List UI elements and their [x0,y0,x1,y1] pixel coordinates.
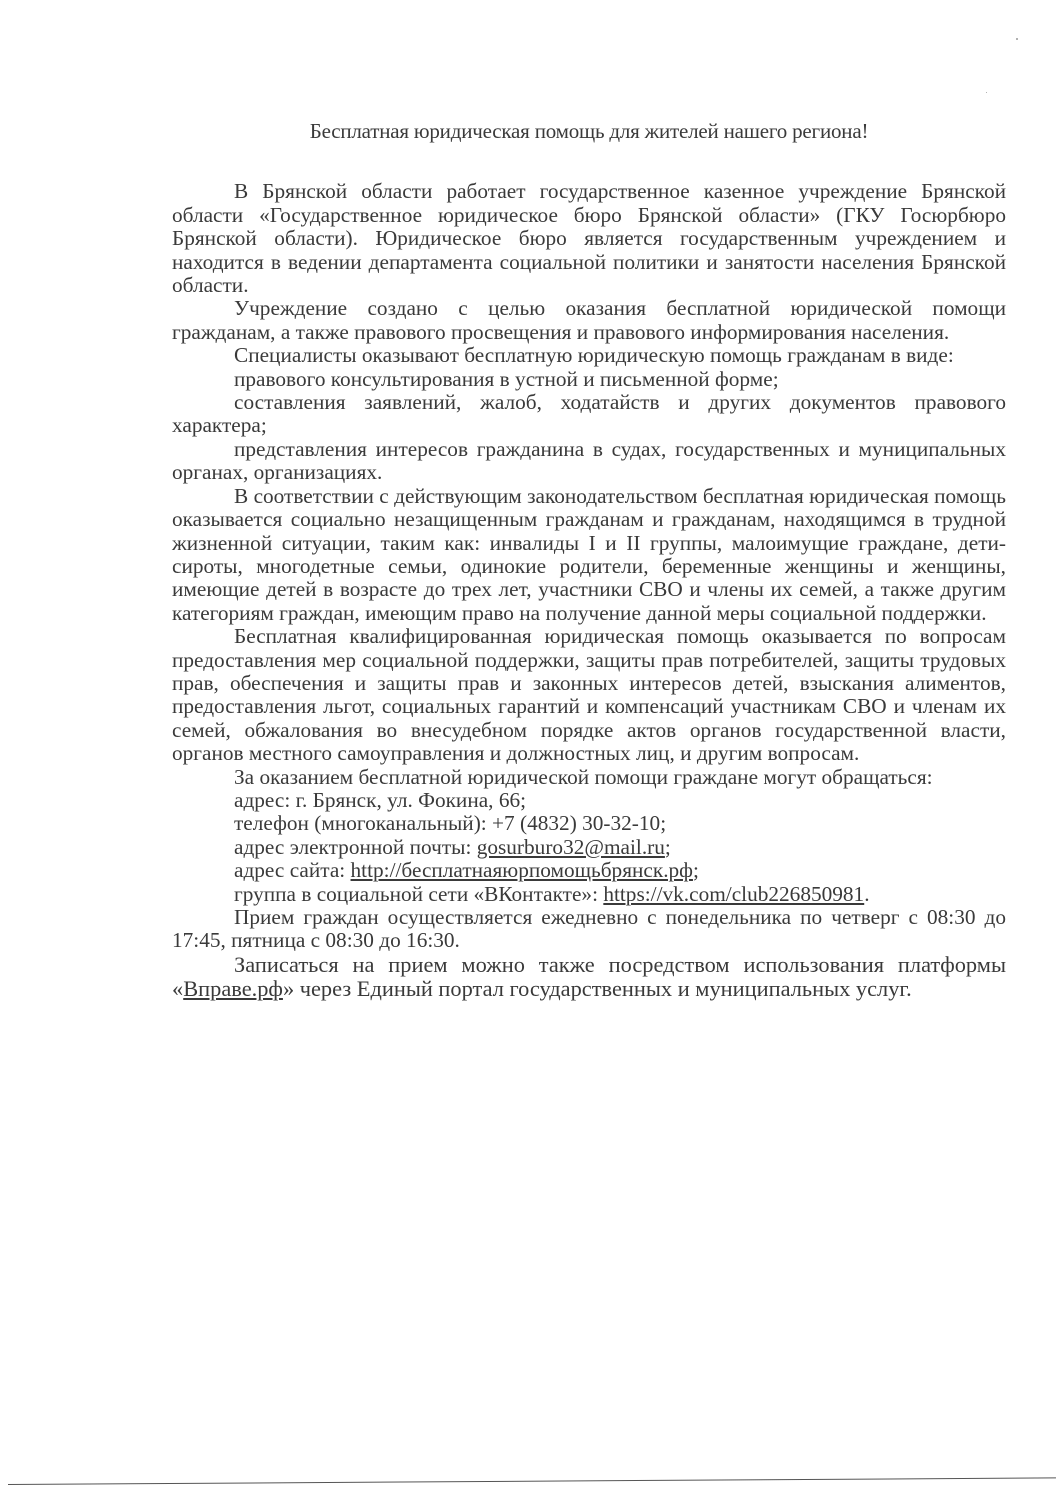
contact-vk [172,883,1006,906]
contact-site-suffix: ; [692,858,699,883]
contact-phone [172,812,1006,835]
contact-email [172,836,1006,859]
paragraph-signup [172,953,1006,1001]
document-page [172,120,1006,1001]
scan-speck [1016,38,1018,40]
vk-link[interactable]: https://vk.com/club226850981 [603,881,865,906]
contact-site-label: адрес сайта: [234,858,351,883]
contact-address [172,789,1006,812]
paragraph-eligibility: В соответствии с действующим законодательством бесплатная юридическая помощь оказывается социально незащищенным гражданам и гражданам, находящимся в трудной жизненной ситуации, таким как: инвалиды I и II группы, малоимущие граждане, дети-сироты, многодетные семьи, одинокие родители, беременные женщины и женщины, имеющие детей в возрасте до трех лет, участники СВО и члены их семей, а также другим категориям граждан, имеющим право на получение данной меры социальной поддержки. [172,483,1006,625]
paragraph-schedule: Прием граждан осуществляется ежедневно с понедельника по четверг с 08:30 до 17:45, пятница с 08:30 до 16:30. [172,905,1006,953]
contact-site [172,859,1006,882]
contact-vk-suffix: . [864,881,870,906]
contact-email-suffix: ; [664,834,671,859]
signup-text-after: » через Единый портал государственных и муниципальных услуг. [282,975,912,1001]
website-link[interactable]: http://бесплатнаяюрпомощьбрянск.рф [350,858,693,883]
service-item: правового консультирования в устной и письменной форме; [234,366,779,391]
email-link[interactable]: gosurburo32@mail.ru [476,834,665,859]
service-item: представления интересов гражданина в судах, государственных и муниципальных органах, организациях. [172,436,1006,485]
contact-address-label: адрес: [234,787,296,812]
scan-speck [986,92,987,93]
document-title: Бесплатная юридическая помощь для жителей нашего региона! [309,119,869,143]
vprave-link[interactable]: Вправе.рф [183,975,283,1001]
contact-vk-label: группа в социальной сети «ВКонтакте»: [234,881,604,906]
signup-text-before: Записаться на прием можно также посредством использования платформы « [172,951,1006,1001]
contact-phone-value: +7 (4832) 30-32-10; [492,811,667,836]
paragraph-topics: Бесплатная квалифицированная юридическая помощь оказывается по вопросам предоставления мер социальной поддержки, защиты прав потребителей, защиты трудовых прав, обеспечения и защиты прав и законных интересов детей, взыскания алиментов, предоставления льгот, социальных гарантий и компенсаций участникам СВО и членам их семей, обжалования во внесудебном порядке актов органов государственной власти, органов местного самоуправления и должностных лиц, и другим вопросам. [172,624,1006,766]
paragraph-intro: В Брянской области работает государственное казенное учреждение Брянской области «Государственное юридическое бюро Брянской области» (ГКУ Госюрбюро Брянской области). Юридическое бюро является государственным учреждением и находится в ведении департамента социальной политики и занятости населения Брянской области. [172,179,1006,298]
service-item: составления заявлений, жалоб, ходатайств и других документов правового характера; [172,390,1006,438]
contact-address-value: г. Брянск, ул. Фокина, 66; [295,787,527,812]
paragraph-services-intro: Специалисты оказывают бесплатную юридическую помощь гражданам в виде: [234,343,954,368]
contact-email-label: адрес электронной почты: [234,834,477,859]
paragraph-contact-intro: За оказанием бесплатной юридической помощи граждане могут обращаться: [234,764,933,789]
paragraph-purpose: Учреждение создано с целью оказания бесплатной юридической помощи гражданам, а также правового просвещения и правового информирования населения. [172,296,1006,344]
contact-phone-label: телефон (многоканальный): [234,811,493,836]
scan-edge-line [8,1477,1056,1485]
